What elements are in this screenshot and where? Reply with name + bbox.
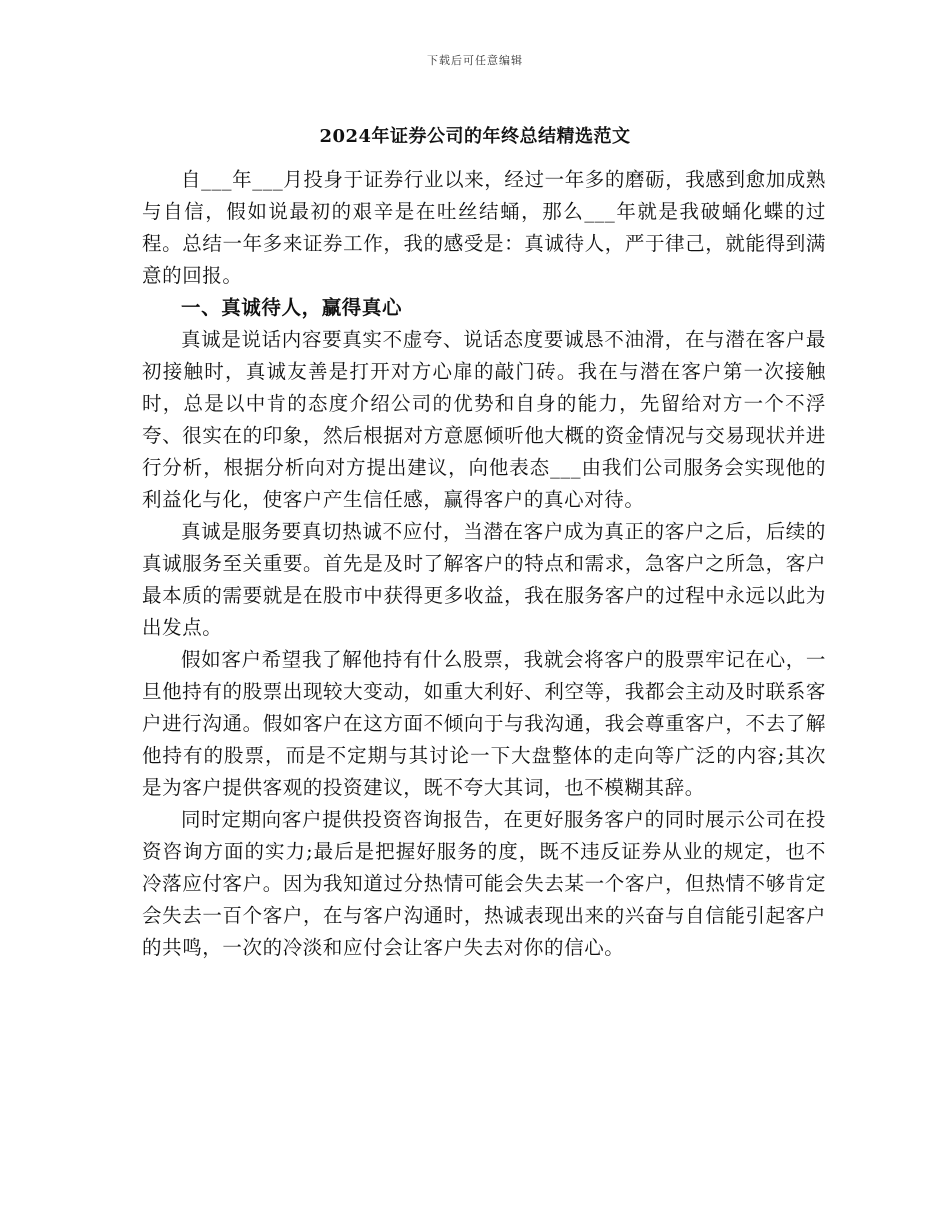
body-paragraph: 同时定期向客户提供投资咨询报告，在更好服务客户的同时展示公司在投资咨询方面的实力;最后是把握好服务的度，既不违反证券从业的规定，也不冷落应付客户。因为我知道过分热情可能会失去某一个客户，但热情不够肯定会失去一百个客户，在与客户沟通时，热诚表现出来的兴奋与自信能引起客户的共鸣，一次的冷淡和应付会让客户失去对你的信心。 xyxy=(142,808,826,959)
body-paragraph: 真诚是说话内容要真实不虚夸、说话态度要诚恳不油滑，在与潜在客户最初接触时，真诚友善是打开对方心扉的敲门砖。我在与潜在客户第一次接触时，总是以中肯的态度介绍公司的优势和自身的能力，先留给对方一个不浮夸、很实在的印象，然后根据对方意愿倾听他大概的资金情况与交易现状并进行分析，根据分析向对方提出建议，向他表态___由我们公司服务会实现他的利益化与化，使客户产生信任感，赢得客户的真心对待。 xyxy=(142,328,826,511)
body-paragraph: 真诚是服务要真切热诚不应付，当潜在客户成为真正的客户之后，后续的真诚服务至关重要。首先是及时了解客户的特点和需求，急客户之所急，客户最本质的需要就是在股市中获得更多收益，我在服务客户的过程中永远以此为出发点。 xyxy=(142,520,826,639)
intro-paragraph: 自___年___月投身于证券行业以来，经过一年多的磨砺，我感到愈加成熟与自信，假如说最初的艰辛是在吐丝结蛹，那么___年就是我破蛹化蝶的过程。总结一年多来证券工作，我的感受是：真诚待人，严于律己，就能得到满意的回报。 xyxy=(142,168,827,287)
section-heading: 一、真诚待人，赢得真心 xyxy=(181,296,403,319)
document-title: 2024年证券公司的年终总结精选范文 xyxy=(319,126,631,147)
header-note: 下载后可任意编辑 xyxy=(427,54,523,67)
body-paragraph: 假如客户希望我了解他持有什么股票，我就会将客户的股票牢记在心，一旦他持有的股票出现较大变动，如重大利好、利空等，我都会主动及时联系客户进行沟通。假如客户在这方面不倾向于与我沟通，我会尊重客户，不去了解他持有的股票，而是不定期与其讨论一下大盘整体的走向等广泛的内容;其次是为客户提供客观的投资建议，既不夸大其词，也不模糊其辞。 xyxy=(142,648,826,799)
document-body xyxy=(142,164,826,964)
